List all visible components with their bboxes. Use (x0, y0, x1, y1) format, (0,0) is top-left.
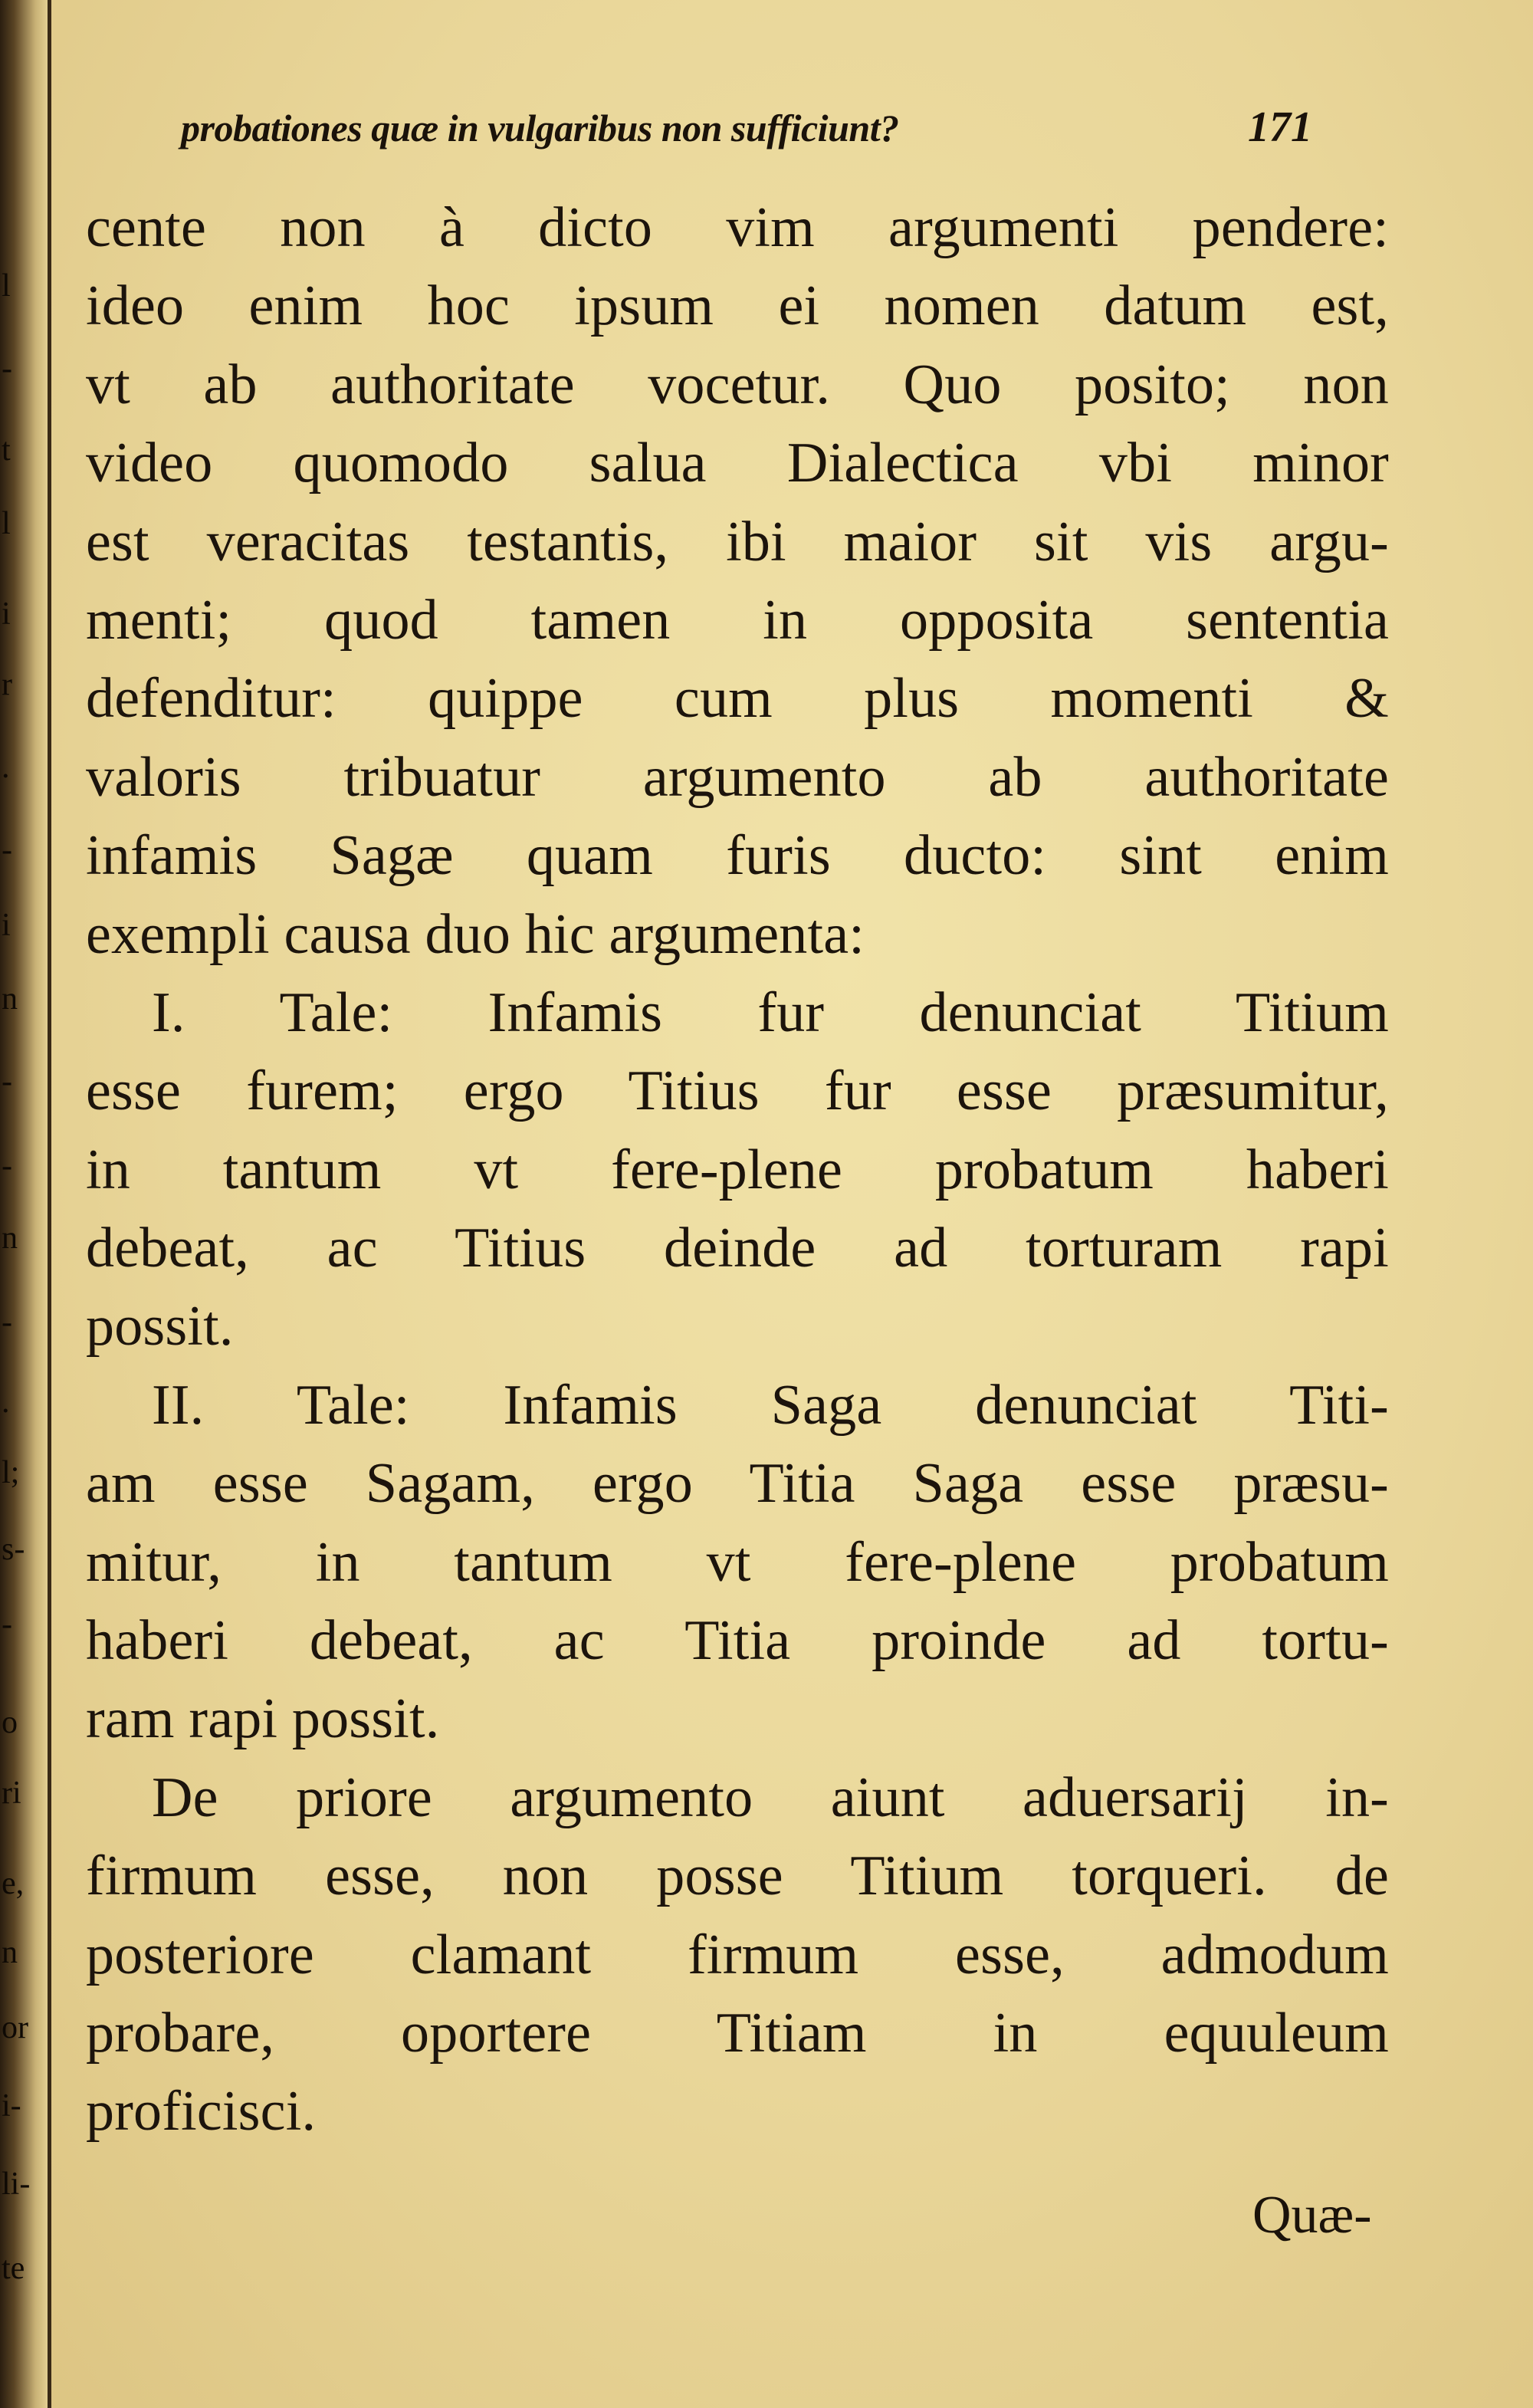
catchword: Quæ- (1252, 2186, 1372, 2245)
previous-page-fragment: or (2, 2010, 28, 2045)
text-line: ram rapi possit. (86, 1687, 440, 1751)
previous-page-fragment: - (2, 351, 12, 386)
text-line: debeat, ac Titius deinde ad torturam rapi (86, 1217, 1389, 1280)
text-line: firmum esse, non posse Titium torqueri. de (86, 1845, 1389, 1908)
previous-page-fragment: - (2, 1305, 12, 1340)
text-line: defenditur: quippe cum plus momenti & (86, 667, 1389, 731)
text-line: II. Tale: Infamis Saga denunciat Titi- (152, 1373, 1389, 1437)
body-text (86, 189, 1389, 2151)
previous-page-fragment: e, (2, 1866, 25, 1901)
previous-page-fragment: ri (2, 1776, 21, 1811)
previous-page-fragment: o (2, 1705, 18, 1740)
previous-page-fragment: l (2, 268, 11, 304)
previous-page-fragment: . (2, 750, 10, 785)
text-line: cente non à dicto vim argumenti pendere: (86, 196, 1389, 259)
gutter-edge-line (48, 0, 51, 2408)
text-line: ideo enim hoc ipsum ei nomen datum est, (86, 274, 1389, 338)
text-line: vt ab authoritate vocetur. Quo posito; non (86, 353, 1389, 416)
text-line: haberi debeat, ac Titia proinde ad tortu- (86, 1609, 1389, 1673)
previous-page-fragment: i- (2, 2088, 21, 2124)
text-line: exempli causa duo hic argumenta: (86, 902, 865, 966)
previous-page-fragment: - (2, 1064, 12, 1099)
text-line: esse furem; ergo Titius fur esse præsumitur, (86, 1059, 1389, 1123)
previous-page-fragment: n (2, 1935, 18, 1970)
previous-page-fragment: n (2, 981, 18, 1017)
previous-page-fragment: s- (2, 1532, 25, 1567)
previous-page-fragment: l (2, 506, 11, 541)
previous-page-fragment: n (2, 1220, 18, 1256)
previous-page-fragment: - (2, 1607, 12, 1642)
previous-page-fragment: - (2, 833, 12, 868)
previous-page-fragment: t (2, 432, 11, 468)
previous-page-fragment: . (2, 1385, 10, 1420)
text-line: posteriore clamant firmum esse, admodum (86, 1923, 1389, 1986)
text-line: in tantum vt fere-plene probatum haberi (86, 1138, 1389, 1201)
text-line: infamis Sagæ quam furis ducto: sint enim (86, 824, 1389, 888)
text-line: mitur, in tantum vt fere-plene probatum (86, 1530, 1389, 1594)
text-line: est veracitas testantis, ibi maior sit vis argu- (86, 510, 1389, 573)
previous-page-fragment: te (2, 2251, 25, 2286)
text-line: proficisci. (86, 2080, 317, 2144)
previous-page-fragment: l; (2, 1455, 20, 1490)
text-line: probare, oportere Titiam in equuleum (86, 2001, 1389, 2065)
previous-page-fragment: i (2, 596, 11, 632)
previous-page-fragment: li- (2, 2167, 31, 2202)
page-number: 171 (1248, 103, 1312, 151)
previous-page-fragment: - (2, 1148, 12, 1184)
text-line: possit. (86, 1295, 234, 1358)
running-head: probationes quæ in vulgaribus non sufficiunt? (181, 107, 899, 149)
text-line: am esse Sagam, ergo Titia Saga esse præsu- (86, 1452, 1389, 1516)
text-line: video quomodo salua Dialectica vbi minor (86, 432, 1389, 495)
previous-page-fragment: r (2, 667, 12, 702)
previous-page-fragment: i (2, 908, 11, 943)
previous-page-margin (0, 0, 48, 2408)
text-line: I. Tale: Infamis fur denunciat Titium (152, 981, 1389, 1044)
text-line: menti; quod tamen in opposita sententia (86, 588, 1389, 652)
text-line: valoris tribuatur argumento ab authoritate (86, 745, 1389, 809)
text-line: De priore argumento aiunt aduersarij in- (152, 1766, 1389, 1829)
